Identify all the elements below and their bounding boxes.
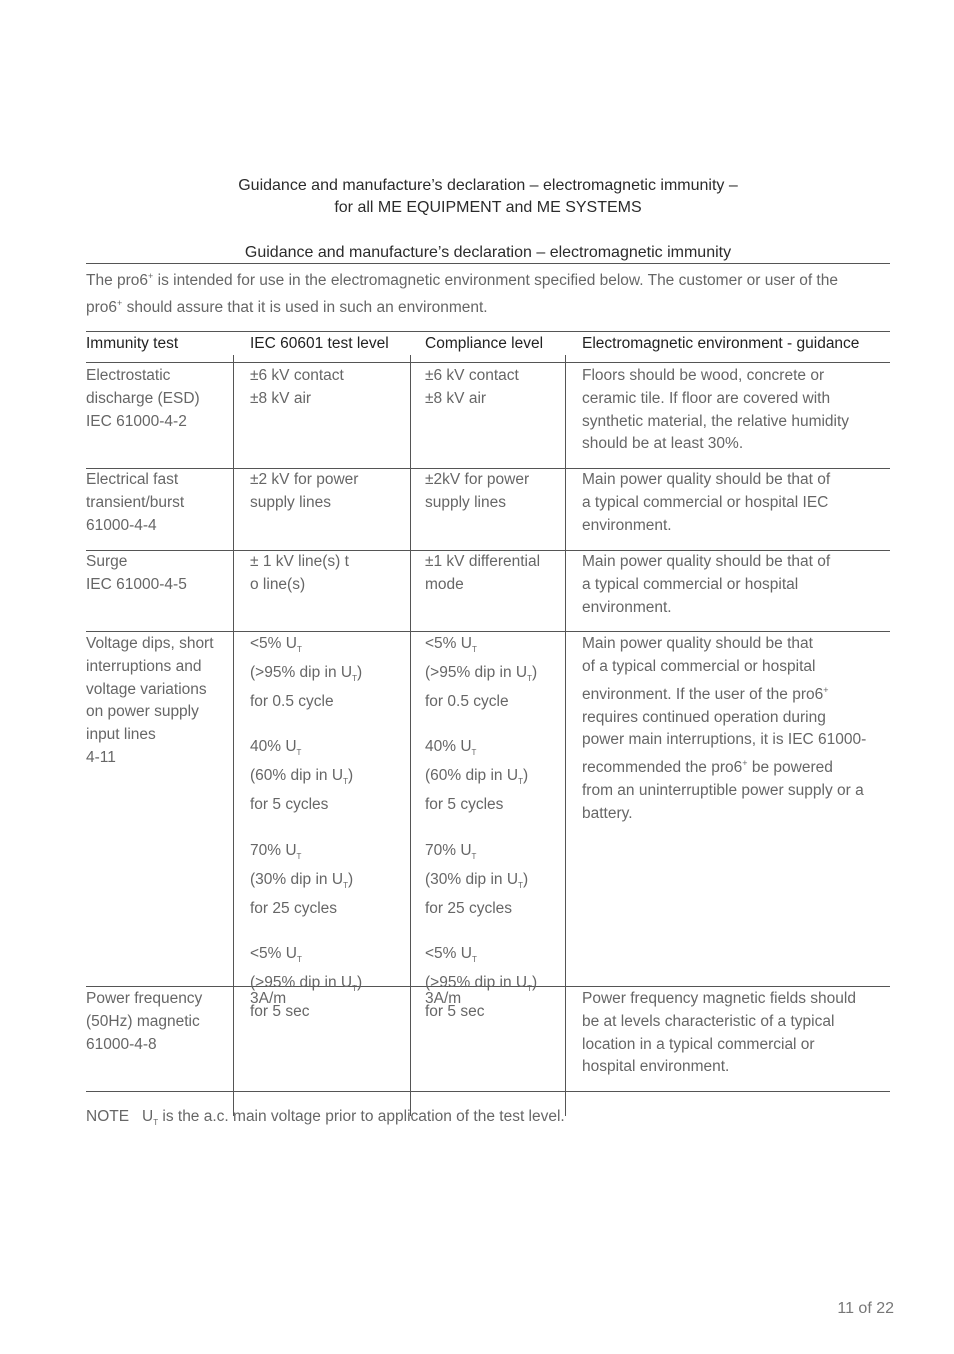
header-bottom-rule	[86, 362, 890, 363]
header-immunity-test: Immunity test	[86, 335, 179, 352]
table-cell-iec: ±6 kV contact ±8 kV air	[250, 367, 344, 407]
row-rule	[86, 631, 890, 632]
page-title-line-1: Guidance and manufacture’s declaration – electromagnetic immunity –	[238, 177, 738, 194]
table-title: Guidance and manufacture’s declaration – electromagnetic immunity	[244, 244, 732, 261]
table-bottom-rule	[86, 1091, 890, 1092]
header-iec-test-level: IEC 60601 test level	[250, 335, 389, 352]
page-title-line-2: for all ME EQUIPMENT and ME SYSTEMS	[334, 199, 642, 216]
intro-paragraph: The pro6+ is intended for use in the electromagnetic environment specified below. The customer or user of the pro6+ should assure that it is used in such an environment.	[86, 271, 838, 317]
title-rule	[86, 263, 890, 264]
table-cell-compliance: ±6 kV contact ±8 kV air	[425, 367, 519, 407]
table-cell-test: Voltage dips, short interruptions and voltage variations on power supply input lines 4-11	[86, 635, 214, 766]
header-compliance-level: Compliance level	[425, 335, 544, 352]
table-cell-guidance: Main power quality should be that of a typical commercial or hospital environment.	[582, 553, 831, 616]
table-cell-test: Surge IEC 61000-4-5	[86, 553, 187, 593]
page-number: 11 of 22	[837, 1300, 894, 1317]
table-cell-iec: ±2 kV for power supply lines	[250, 471, 359, 511]
table-cell-test: Electrostatic discharge (ESD) IEC 61000-4-2	[86, 367, 200, 430]
table-cell-compliance: <5% $U_T$ (>95% dip in $U_T$) for 0.5 cycle 40% $U_T$ (60% dip in $U_T$) for 5 cycles 70% $U_T$ (30% dip in $U_T$) for 25 cycles <5% $U_T$ (>95% dip in $U_T$) for 5 sec	[425, 635, 538, 1020]
table-cell-guidance: Main power quality should be that of a typical commercial or hospital environment. If the user of the pro6+ requires continued operation during power main interruptions, it is IEC 61000- recommended the pro6+ be powered from an uninterruptible power supply or a battery.	[582, 635, 867, 822]
column-divider	[233, 355, 234, 1116]
header-guidance: Electromagnetic environment - guidance	[582, 335, 860, 352]
table-cell-guidance: Floors should be wood, concrete or ceramic tile. If floor are covered with synthetic material, the relative humidity should be at least 30%.	[582, 367, 850, 453]
table-cell-compliance: 3A/m	[425, 990, 462, 1007]
table-cell-compliance: ±2kV for power supply lines	[425, 471, 530, 511]
table-cell-guidance: Power frequency magnetic fields should be at levels characteristic of a typical location in a typical commercial or hospital environment.	[582, 990, 856, 1076]
column-divider	[410, 355, 411, 1116]
table-cell-iec: ± 1 kV line(s) t o line(s)	[250, 553, 349, 593]
table-note: NOTE $U_T$ is the a.c. main voltage prior to application of the test level.	[86, 1108, 565, 1128]
table-top-rule	[86, 331, 890, 332]
table-cell-iec: <5% $U_T$ (>95% dip in $U_T$) for 0.5 cycle 40% $U_T$ (60% dip in $U_T$) for 5 cycles 70% $U_T$ (30% dip in $U_T$) for 25 cycles <5% $U_T$ (>95% dip in $U_T$) for 5 sec	[250, 635, 363, 1020]
table-cell-iec: 3A/m	[250, 990, 287, 1007]
table-cell-compliance: ±1 kV differential mode	[425, 553, 541, 593]
table-cell-test: Electrical fast transient/burst 61000-4-4	[86, 471, 185, 534]
column-divider	[565, 355, 566, 1116]
table-cell-test: Power frequency (50Hz) magnetic 61000-4-8	[86, 990, 203, 1053]
table-cell-guidance: Main power quality should be that of a typical commercial or hospital IEC environment.	[582, 471, 831, 534]
